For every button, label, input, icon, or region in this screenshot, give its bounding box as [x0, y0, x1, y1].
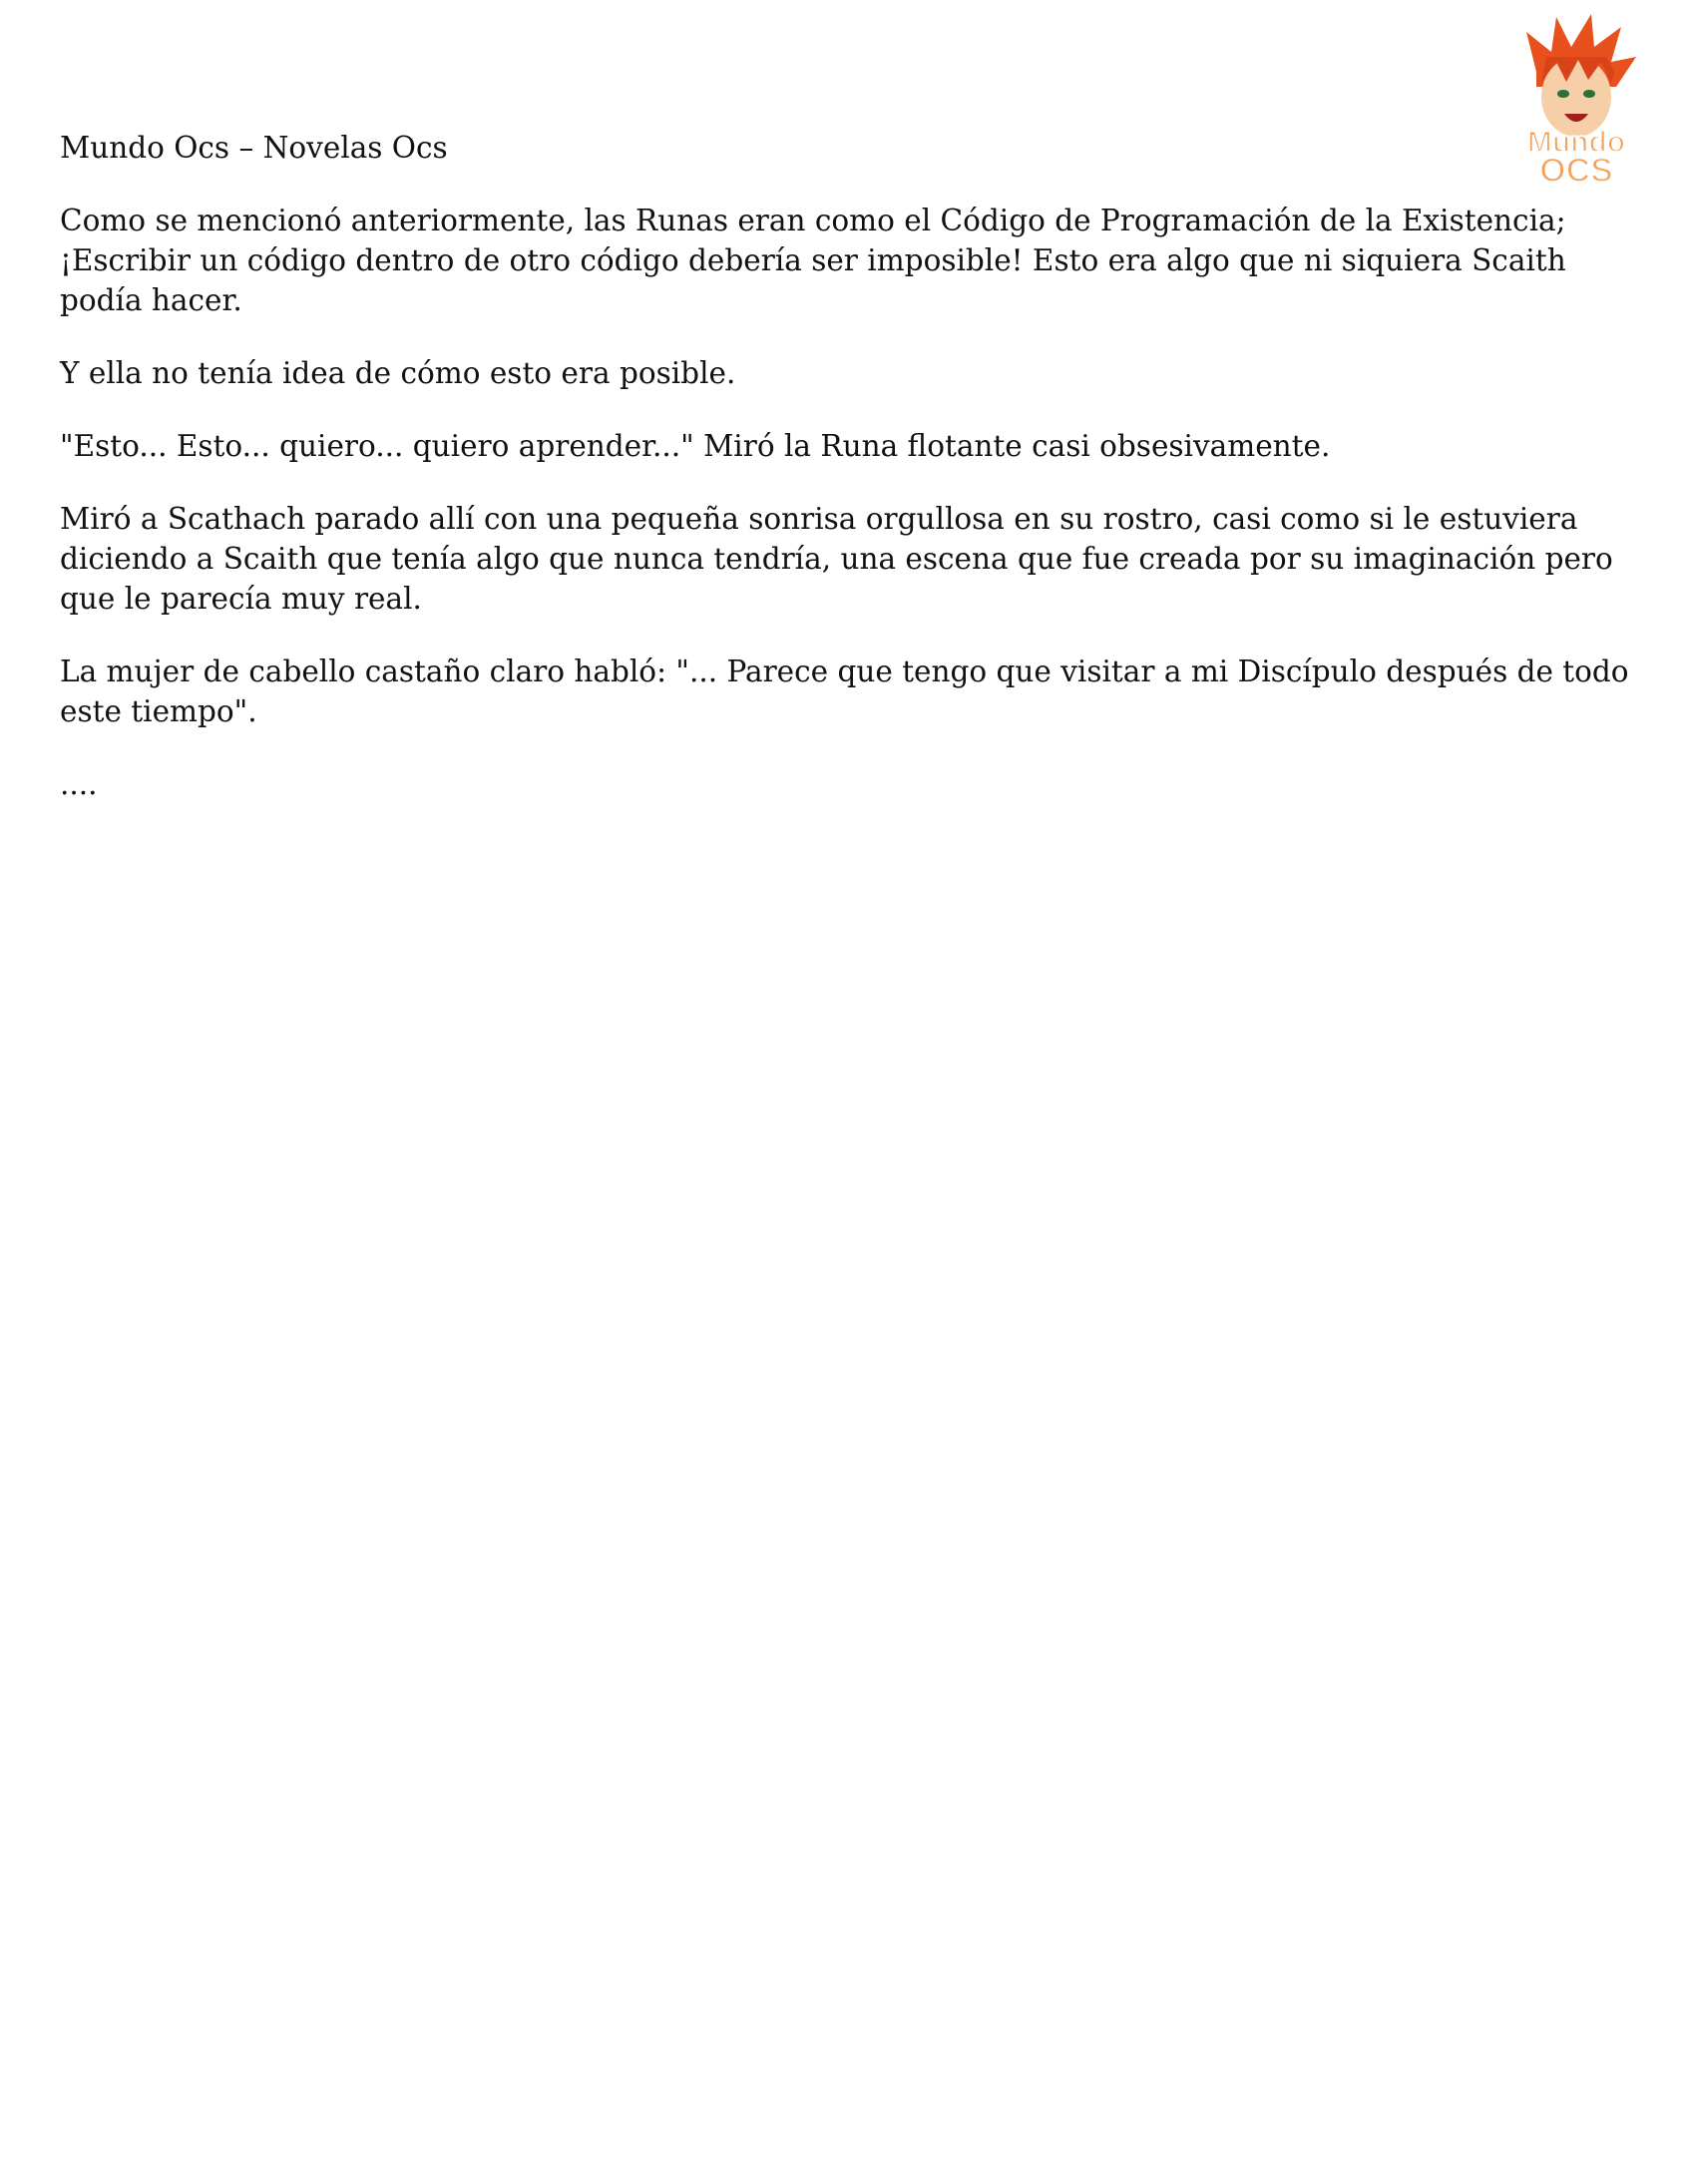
paragraph-3: "Esto... Esto... quiero... quiero aprender..." Miró la Runa flotante casi obsesivamente.: [60, 429, 1331, 463]
paragraph-2: Y ella no tenía idea de cómo esto era posible.: [60, 356, 736, 390]
paragraph-4: Miró a Scathach parado allí con una pequeña sonrisa orgullosa en su rostro, casi como si le estuviera diciendo a Scaith que tenía algo que nunca tendría, una escena que fue creada por su imaginación pero que le parecía muy real.: [60, 502, 1613, 616]
logo-text-mundo: Mundo: [1526, 126, 1626, 159]
paragraph-5: La mujer de cabello castaño claro habló: "... Parece que tengo que visitar a mi Discípulo después de todo este tiempo".: [60, 655, 1629, 728]
logo-text-ocs: OCS: [1539, 152, 1613, 187]
paragraph-1: Como se mencionó anteriormente, las Runas eran como el Código de Programación de la Existencia; ¡Escribir un código dentro de otro código debería ser imposible! Esto era algo que ni siquiera Scaith podía hacer.: [60, 204, 1566, 317]
document-body: [60, 128, 1656, 837]
page-header-title: Mundo Ocs – Novelas Ocs: [60, 131, 448, 165]
paragraph-6-ellipsis: ....: [60, 767, 98, 801]
